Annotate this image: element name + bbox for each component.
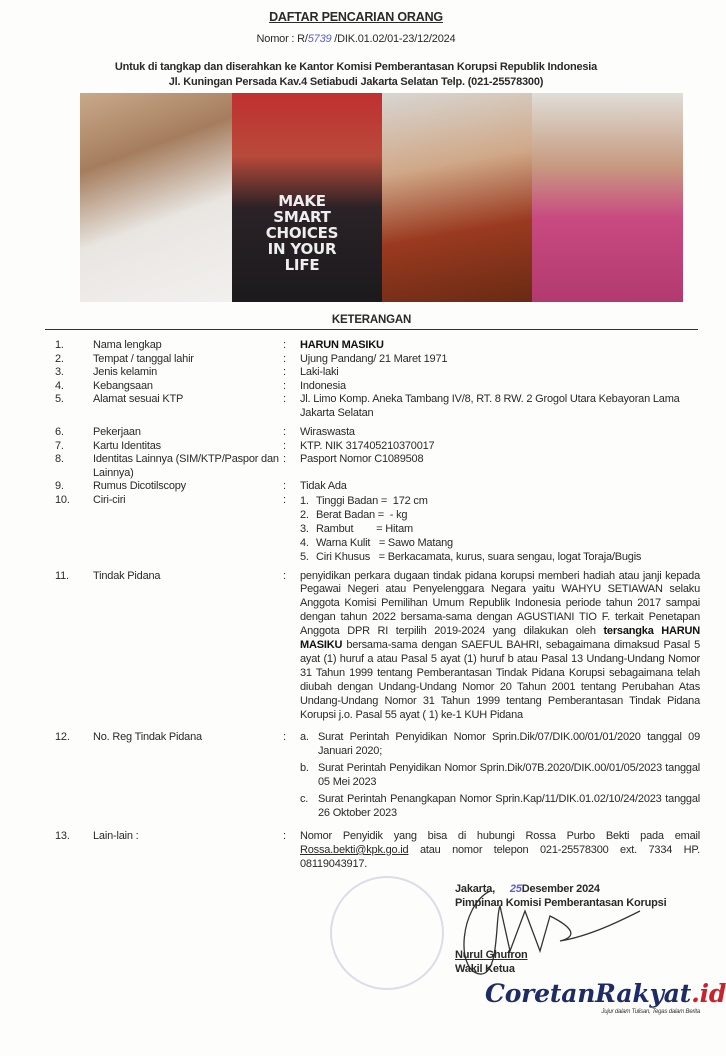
ciri-item: 3. Rambut = Hitam — [300, 522, 413, 535]
shirt-text: MAKE SMART CHOICES IN YOUR LIFE — [265, 192, 339, 274]
photo-4 — [532, 93, 683, 302]
photo-2 — [232, 93, 382, 302]
no-reg-item: c. Surat Perintah Penangkapan Nomor Sprin.Kap/11/DIK.01.02/10/24/2023 tanggal 26 Oktober 2023 — [300, 793, 700, 819]
row-8: 8. Identitas Lainnya (SIM/KTP/Paspor dan Lainnya) : Pasport Nomor C1089508 — [55, 453, 424, 479]
row-13: 13. Lain-lain : : Nomor Penyidik yang bisa di hubungi Rossa Purbo Bekti pada email Rossa.bekti@kpk.go.id atau nomor telepon 021-25578300 ext. 7334 HP. 08119043917. — [55, 829, 700, 870]
ciri-item: 4. Warna Kulit = Sawo Matang — [300, 536, 453, 549]
details-list — [55, 339, 726, 1016]
signature-area — [55, 882, 700, 978]
ciri-item: 5. Ciri Khusus = Berkacamata, kurus, suara sengau, logat Toraja/Bugis — [300, 550, 642, 563]
lain-lain-text: Nomor Penyidik yang bisa di hubungi Rossa Purbo Bekti pada email Rossa.bekti@kpk.go.id atau nomor telepon 021-25578300 ext. 7334 HP. 08119043917. — [300, 829, 700, 870]
kpk-seal-stamp — [330, 876, 444, 990]
watermark-logo: CoretanRakyat.id — [485, 978, 726, 1008]
ciri-list — [300, 494, 700, 564]
row-5: 5. Alamat sesuai KTP : Jl. Limo Komp. Aneka Tambang IV/8, RT. 8 RW. 2 Grogol Utara Kebayoran Lama Jakarta Selatan — [55, 393, 680, 419]
ciri-item: 1. Tinggi Badan = 172 cm — [300, 494, 428, 507]
document-title: DAFTAR PENCARIAN ORANG — [269, 10, 443, 24]
watermark-tagline: Jujur dalam Tulisan, Tegas dalam Berita — [601, 1008, 700, 1015]
email-link[interactable]: Rossa.bekti@kpk.go.id — [300, 843, 409, 856]
handwritten-number: 5739 — [307, 33, 332, 45]
no-reg-item: b. Surat Perintah Penyidikan Nomor Sprin.Dik/07B.2020/DIK.00/01/05/2023 tanggal 05 Mei 2023 — [300, 762, 700, 789]
row-4: 4. Kebangsaan : Indonesia — [55, 379, 346, 392]
row-2: 2. Tempat / tanggal lahir : Ujung Pandang/ 21 Maret 1971 — [55, 352, 448, 365]
section-title: KETERANGAN — [45, 314, 698, 330]
tindak-pidana-text: penyidikan perkara dugaan tindak pidana korupsi memberi hadiah atau janji kepada Pegawai Negeri atau Penyelenggara Negara yaitu WAHYU SETIAWAN selaku Anggota Komisi Pemilihan Umum Republik Indonesia periode tahun 2017 sampai dengan tahun 2022 bersama-sama dengan AGUSTIANI TIO F. terkait Penetapan Anggota DPR RI terpilih 2019-2024 yang dilakukan oleh tersangka HARUN MASIKU bersama-sama dengan SAEFUL BAHRI, sebagaimana dimaksud Pasal 5 ayat (1) huruf a atau Pasal 5 ayat (1) huruf b atau Pasal 13 Undang-Undang Nomor 31 Tahun 1999 tentang Pemberantasan Tindak Pidana Korupsi sebagaimana telah diubah dengan Undang-Undang Nomor 20 Tahun 2001 tentang Perubahan Atas Undang-Undang Nomor 31 Tahun 1999 tentang Pemberantasan Tindak Pidana Korupsi j.o. Pasal 55 ayat ( 1) ke-1 KUH Pidana — [300, 569, 700, 721]
watermark — [485, 978, 726, 1016]
signature-block: Jakarta, 25Desember 2024 Pimpinan Komisi Pemberantasan Korupsi Nurul Ghufron Wakil Ketua — [455, 882, 667, 975]
row-10: 10. Ciri-ciri : 1. Tinggi Badan = 172 cm 2. Berat Badan = - kg 3. Rambut = Hitam 4. Warna Kulit = Sawo Matang 5. Ciri Khusus = Berkacamata, kurus, suara sengau, logat Toraja/Bugis — [55, 494, 700, 564]
header-line-1: Untuk di tangkap dan diserahkan ke Kantor Komisi Pemberantasan Korupsi Republik Indonesia — [114, 61, 598, 73]
row-12: 12. No. Reg Tindak Pidana : a. Surat Perintah Penyidikan Nomor Sprin.Dik/07/DIK.00/01/01/2020 tanggal 09 Januari 2020; b. Surat Perintah Penyidikan Nomor Sprin.Dik/07B.2020/DIK.00/01/05/2023 tanggal 05 Mei 2023 c. Surat Perintah Penangkapan Nomor Sprin.Kap/11/DIK.01.02/10/24/2023 tanggal 26 Oktober 2023 — [55, 731, 700, 819]
row-7: 7. Kartu Identitas : KTP. NIK 317405210370017 — [55, 439, 435, 452]
photo-1 — [80, 93, 232, 302]
no-reg-item: a. Surat Perintah Penyidikan Nomor Sprin.Dik/07/DIK.00/01/01/2020 tanggal 09 Januari 2020; — [300, 731, 700, 758]
no-reg-list — [300, 731, 700, 820]
row-1: 1. Nama lengkap : HARUN MASIKU — [55, 339, 384, 351]
row-3: 3. Jenis kelamin : Laki-laki — [55, 366, 339, 378]
ciri-item: 2. Berat Badan = - kg — [300, 508, 408, 521]
document-number: Nomor : R/5739 /DIK.01.02/01-23/12/2024 — [256, 33, 456, 45]
row-9: 9. Rumus Dicotilscopy : Tidak Ada — [55, 480, 347, 492]
header-line-2: Jl. Kuningan Persada Kav.4 Setiabudi Jakarta Selatan Telp. (021-25578300) — [168, 76, 544, 88]
row-6: 6. Pekerjaan : Wiraswasta — [55, 426, 355, 438]
photo-3 — [382, 93, 532, 302]
row-11: 11. Tindak Pidana : penyidikan perkara dugaan tindak pidana korupsi memberi hadiah atau janji kepada Pegawai Negeri atau Penyelenggara Negara yaitu WAHYU SETIAWAN selaku Anggota Komisi Pemilihan Umum Republik Indonesia periode tahun 2017 sampai dengan tahun 2022 bersama-sama dengan AGUSTIANI TIO F. terkait Penetapan Anggota DPR RI terpilih 2019-2024 yang dilakukan oleh tersangka HARUN MASIKU bersama-sama dengan SAEFUL BAHRI, sebagaimana dimaksud Pasal 5 ayat (1) huruf a atau Pasal 5 ayat (1) huruf b atau Pasal 13 Undang-Undang Nomor 31 Tahun 1999 tentang Pemberantasan Tindak Pidana Korupsi sebagaimana telah diubah dengan Undang-Undang Nomor 20 Tahun 2001 tentang Perubahan Atas Undang-Undang Nomor 31 Tahun 1999 tentang Pemberantasan Tindak Pidana Korupsi j.o. Pasal 55 ayat ( 1) ke-1 KUH Pidana — [55, 569, 700, 721]
